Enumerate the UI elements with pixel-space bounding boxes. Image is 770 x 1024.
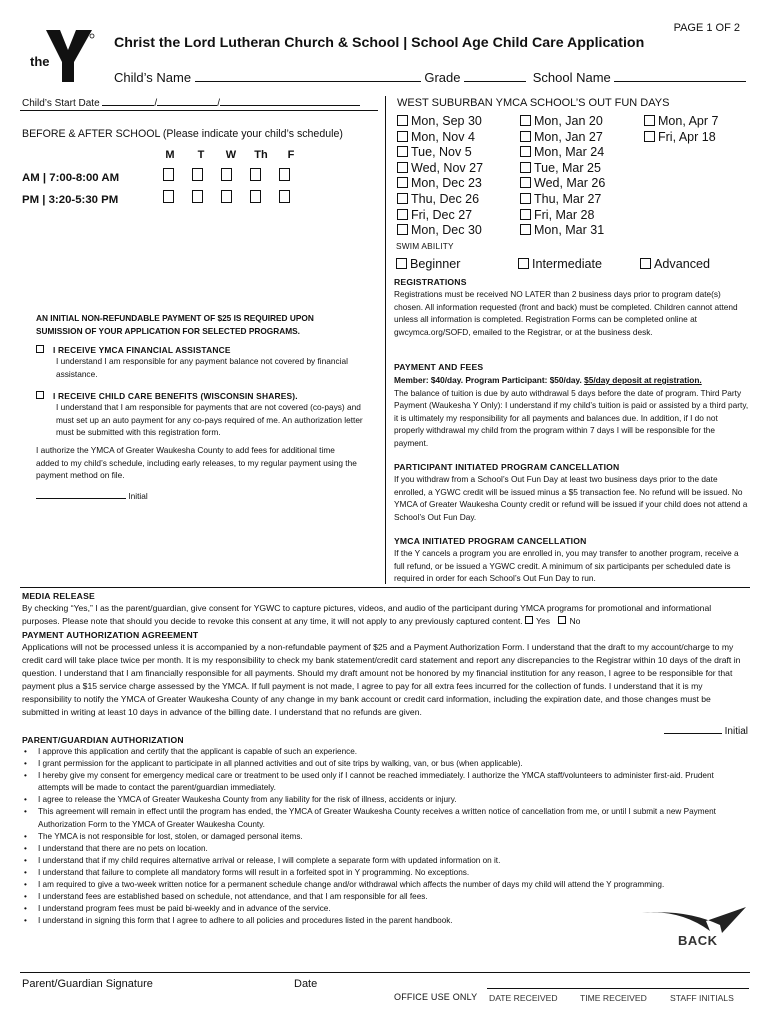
guardian-auth-item: • I understand fees are established based on schedule, not attendance, and that I am responsible for all fees. xyxy=(22,891,722,903)
guardian-auth-title: PARENT/GUARDIAN AUTHORIZATION xyxy=(22,735,184,745)
media-yes-option[interactable] xyxy=(525,616,550,626)
form-title: Christ the Lord Lutheran Church & School | School Age Child Care Application xyxy=(114,35,645,51)
fun-day-option[interactable] xyxy=(520,130,605,146)
pm-checkbox-th[interactable] xyxy=(250,190,261,203)
start-date-month-field[interactable] xyxy=(102,97,154,106)
fun-day-label: Mon, Dec 30 xyxy=(411,223,482,238)
fun-day-checkbox[interactable] xyxy=(644,115,655,126)
back-label: BACK xyxy=(678,933,718,948)
swim-checkbox[interactable] xyxy=(518,258,529,269)
registrations-text: Registrations must be received NO LATER than 2 business days prior to program date(s) chosen. All information requested (front and back) must be completed. Children cannot attend unless all information is completed. Registration Forms can be completed online at gwcymca.org/SOFD, emailed to the Registrar, or at the business desk. xyxy=(394,289,738,337)
fun-day-checkbox[interactable] xyxy=(397,115,408,126)
fun-day-checkbox[interactable] xyxy=(397,146,408,157)
swim-ability-title: SWIM ABILITY xyxy=(396,241,454,251)
fun-day-option[interactable] xyxy=(520,223,605,239)
child-info-row xyxy=(114,70,746,85)
fun-day-option[interactable] xyxy=(520,114,605,130)
time-received-label: TIME RECEIVED xyxy=(580,993,647,1003)
payment-notice: AN INITIAL NON-REFUNDABLE PAYMENT OF $25 IS REQUIRED UPON SUMISSION OF YOUR APPLICATION FOR SELECTED PROGRAMS. xyxy=(36,313,314,336)
fun-days-col1 xyxy=(397,114,483,239)
media-release-title: MEDIA RELEASE xyxy=(22,591,95,601)
fun-day-checkbox[interactable] xyxy=(520,193,531,204)
fun-day-label: Mon, Mar 24 xyxy=(534,145,605,160)
grade-label: Grade xyxy=(424,70,461,85)
fun-day-label: Mon, Dec 23 xyxy=(411,176,482,191)
media-no-option[interactable] xyxy=(558,616,580,626)
column-divider xyxy=(385,96,386,584)
fun-day-checkbox[interactable] xyxy=(644,131,655,142)
fun-day-label: Tue, Nov 5 xyxy=(411,145,472,160)
fun-day-label: Mon, Mar 31 xyxy=(534,223,605,238)
child-name-field[interactable] xyxy=(195,71,421,82)
am-checkbox-m[interactable] xyxy=(163,168,174,181)
school-name-field[interactable] xyxy=(614,71,746,82)
swim-option-label: Advanced xyxy=(654,257,711,271)
fun-day-label: Thu, Dec 26 xyxy=(411,191,480,206)
fun-day-option[interactable] xyxy=(397,145,483,161)
authorize-initial-row xyxy=(36,490,148,503)
swim-option-advanced[interactable] xyxy=(640,257,710,271)
fun-day-option[interactable] xyxy=(520,208,605,224)
date-separator: / xyxy=(154,98,158,109)
financial-assistance-block xyxy=(36,345,366,380)
guardian-auth-item: • I hereby give my consent for emergency medical care or treatment to be used only if I cannot be reached immediately. I authorize the YMCA staff/volunteers to administer first-aid. Prudent attempts will be made to contact the parent/guardian immediately. xyxy=(22,770,722,794)
fun-day-option[interactable] xyxy=(397,176,483,192)
am-row xyxy=(22,168,290,184)
child-care-benefits-checkbox[interactable] xyxy=(36,391,44,399)
am-checkbox-th[interactable] xyxy=(250,168,261,181)
schedule-days-header xyxy=(154,149,306,161)
fun-day-checkbox[interactable] xyxy=(520,131,531,142)
swim-options-row xyxy=(396,257,710,271)
payment-auth-section xyxy=(22,629,748,718)
fun-day-option[interactable] xyxy=(397,208,483,224)
before-after-heading: BEFORE & AFTER SCHOOL (Please indicate your child’s schedule) xyxy=(22,128,343,140)
swim-option-intermediate[interactable] xyxy=(518,257,640,271)
logo-the-text: the xyxy=(30,54,50,69)
fun-day-option[interactable] xyxy=(397,223,483,239)
fun-day-checkbox[interactable] xyxy=(397,209,408,220)
day-label: F xyxy=(287,149,295,161)
date-received-label: DATE RECEIVED xyxy=(489,993,558,1003)
financial-assistance-checkbox[interactable] xyxy=(36,345,44,353)
payment-title: PAYMENT AND FEES xyxy=(394,362,484,372)
fun-day-option[interactable] xyxy=(397,161,483,177)
media-no-checkbox[interactable] xyxy=(558,616,566,624)
payment-section xyxy=(394,361,750,450)
fun-day-label: Mon, Jan 20 xyxy=(534,114,603,128)
participant-cancel-text: If you withdraw from a School’s Out Fun Day at least two business days prior to the date enrolled, a YGWC credit will be issued minus a $5 transaction fee. No refund will be issued. No YMCA of Greater Waukesha County credit or refund will be issued if your child does not attend a School’s Out Fun Day. xyxy=(394,474,748,522)
pm-checkbox-f[interactable] xyxy=(279,190,290,203)
pm-checkbox-t[interactable] xyxy=(192,190,203,203)
fun-day-option[interactable] xyxy=(397,114,483,130)
fun-day-checkbox[interactable] xyxy=(397,162,408,173)
date-separator: / xyxy=(217,98,220,109)
authorize-initial-field[interactable] xyxy=(36,491,126,499)
swim-option-label: Beginner xyxy=(410,257,461,271)
fun-day-label: Wed, Nov 27 xyxy=(411,160,484,175)
pm-label: PM | 3:20-5:30 PM xyxy=(22,194,119,206)
day-label: Th xyxy=(254,149,268,161)
payment-fees-line: Member: $40/day. Program Participant: $50/day. xyxy=(394,375,582,385)
child-care-benefits-text: I understand that I am responsible for payments that are not covered (co-pays) and must set up an auto payment for any co-pays required of me. An authorization letter must be submitted with this registration form. xyxy=(56,402,363,438)
fun-day-checkbox[interactable] xyxy=(397,177,408,188)
ymca-cancel-section xyxy=(394,535,750,585)
fun-day-option[interactable] xyxy=(520,161,605,177)
fun-day-option[interactable] xyxy=(397,130,483,146)
fun-day-label: Mon, Apr 7 xyxy=(658,114,719,128)
am-checkbox-f[interactable] xyxy=(279,168,290,181)
office-use-line xyxy=(487,988,749,989)
guardian-auth-item: • I understand in signing this form that I agree to adhere to all policies and procedures listed in the parent handbook. xyxy=(22,915,722,927)
fun-day-option[interactable] xyxy=(520,192,605,208)
page-indicator: PAGE 1 OF 2 xyxy=(673,22,740,34)
logo-ymca-text: YMCA xyxy=(80,61,93,77)
guardian-auth-section xyxy=(22,734,722,927)
date-label: Date xyxy=(294,978,318,990)
am-checkbox-w[interactable] xyxy=(221,168,232,181)
day-label: M xyxy=(165,149,175,161)
pm-row xyxy=(22,190,290,206)
fun-day-checkbox[interactable] xyxy=(397,131,408,142)
ymca-cancel-title: YMCA INITIATED PROGRAM CANCELLATION xyxy=(394,536,587,546)
guardian-auth-item: • I agree to release the YMCA of Greater Waukesha County from any liability for the risk of illness, accidents or injury. xyxy=(22,794,722,806)
swim-option-label: Intermediate xyxy=(532,257,603,271)
financial-assistance-text: I understand I am responsible for any payment balance not covered by financial assistance. xyxy=(56,356,348,379)
fun-day-option[interactable] xyxy=(520,145,605,161)
payment-deposit: $5/day deposit at registration. xyxy=(584,375,702,385)
media-yes-checkbox[interactable] xyxy=(525,616,533,624)
guardian-auth-item: • I understand that failure to complete all mandatory forms will result in a forfeited spot in Y programming. No exceptions. xyxy=(22,867,722,879)
guardian-auth-item: • I understand that there are no pets on location. xyxy=(22,843,722,855)
back-arrow-icon xyxy=(640,903,750,937)
guardian-auth-item: • I understand that if my child requires alternative arrival or release, I will complete a separate form with updated information on it. xyxy=(22,855,722,867)
guardian-auth-list xyxy=(22,746,722,927)
fun-day-label: Fri, Apr 18 xyxy=(658,129,716,144)
media-release-section xyxy=(22,591,748,627)
fun-day-label: Tue, Mar 25 xyxy=(534,160,601,175)
office-use-label: OFFICE USE ONLY xyxy=(394,992,478,1002)
payment-auth-text: Applications will not be processed unless it is accompanied by a non-refundable payment of $25 and a Payment Authorization Form. I understand that the draft to my account/charge to my credit card will take place twice per month. It is my responsibility to check my bank statement/credit card statement and report any discrepancies to the Registrar within 10 days of the draft in question. I understand that I am financially responsible for all payments. Should my draft amount not be honored by my financial institution for any reason, I agree to be responsible for that payment plus a $15 service charge assessed by the YMCA. If full payment is not made, I agree to pay for all extra fees incurred for the collection of funds. I understand that it is my responsibility to notify the YMCA of Greater Waukesha County of any change in my bank account or credit card information, including the expiration date, and those changes must be submitted in writing at least 10 days in advance of the billing date. I understand that no refunds are given. xyxy=(22,642,741,717)
authorize-text: I authorize the YMCA of Greater Waukesha County to add fees for additional time added to my child’s schedule, including early releases, to my regular payment using the payment method on file. xyxy=(36,445,357,481)
payment-auth-title: PAYMENT AUTHORIZATION AGREEMENT xyxy=(22,630,199,640)
fun-day-checkbox[interactable] xyxy=(520,162,531,173)
fun-days-col3 xyxy=(644,114,718,145)
signature-line[interactable] xyxy=(20,972,750,973)
start-date-row xyxy=(22,97,360,109)
fun-day-label: Mon, Sep 30 xyxy=(411,114,482,128)
guardian-auth-item: • The YMCA is not responsible for lost, stolen, or damaged personal items. xyxy=(22,831,722,843)
school-name-label: School Name xyxy=(532,70,611,85)
fun-day-checkbox[interactable] xyxy=(397,193,408,204)
child-care-benefits-block xyxy=(36,391,366,439)
pm-checkbox-m[interactable] xyxy=(163,190,174,203)
fun-day-option[interactable] xyxy=(644,114,718,130)
payment-auth-initial-label: Initial xyxy=(724,726,748,737)
payment-auth-initial-field[interactable] xyxy=(664,725,722,734)
guardian-auth-item: • This agreement will remain in effect until the program has ended, the YMCA of Greater Waukesha County receives a written notice of cancellation from me, or until I submit a new Payment Authorization Form to the YMCA of Greater Waukesha County. xyxy=(22,806,722,830)
initial-label: Initial xyxy=(128,491,148,501)
fun-day-label: Mon, Jan 27 xyxy=(534,129,603,144)
fun-days-col2 xyxy=(520,114,605,239)
guardian-auth-item: • I understand program fees must be paid bi-weekly and in advance of the service. xyxy=(22,903,722,915)
registrations-section xyxy=(394,276,750,338)
am-checkbox-t[interactable] xyxy=(192,168,203,181)
swim-checkbox[interactable] xyxy=(396,258,407,269)
fun-day-label: Fri, Mar 28 xyxy=(534,207,595,222)
media-no-label: No xyxy=(569,615,581,626)
start-date-day-field[interactable] xyxy=(157,97,217,106)
swim-checkbox[interactable] xyxy=(640,258,651,269)
child-name-label: Child’s Name xyxy=(114,70,192,85)
fun-day-label: Wed, Mar 26 xyxy=(534,176,606,191)
fun-day-checkbox[interactable] xyxy=(520,224,531,235)
pm-checkbox-w[interactable] xyxy=(221,190,232,203)
swim-option-beginner[interactable] xyxy=(396,257,518,271)
day-label: W xyxy=(225,149,237,161)
registrations-title: REGISTRATIONS xyxy=(394,277,467,287)
financial-assistance-label: I RECEIVE YMCA FINANCIAL ASSISTANCE xyxy=(53,345,231,355)
fun-day-label: Mon, Nov 4 xyxy=(411,129,475,144)
section-divider xyxy=(20,587,750,588)
participant-cancel-section xyxy=(394,461,750,523)
guardian-auth-item: • I approve this application and certify that the applicant is capable of such an experience. xyxy=(22,746,722,758)
fun-day-option[interactable] xyxy=(520,176,605,192)
guardian-auth-item: • I grant permission for the applicant to participate in all planned activities and out of site trips by walking, van, or bus (when applicable). xyxy=(22,758,722,770)
fun-day-option[interactable] xyxy=(644,130,718,146)
fun-day-checkbox[interactable] xyxy=(520,209,531,220)
start-date-divider xyxy=(20,110,378,111)
fun-day-checkbox[interactable] xyxy=(397,224,408,235)
fun-day-label: Thu, Mar 27 xyxy=(534,191,602,206)
am-label: AM | 7:00-8:00 AM xyxy=(22,172,120,184)
fun-day-checkbox[interactable] xyxy=(520,177,531,188)
signature-label: Parent/Guardian Signature xyxy=(22,978,153,990)
fun-day-label: Fri, Dec 27 xyxy=(411,207,473,222)
participant-cancel-title: PARTICIPANT INITIATED PROGRAM CANCELLATION xyxy=(394,462,620,472)
day-label: T xyxy=(197,149,205,161)
media-release-text: By checking “Yes,” I as the parent/guardian, give consent for YGWC to capture pictures, videos, and audio of the participant during YMCA programs for promotional and informational purposes. Please note that should you decide to revoke this consent at any time, it will not apply to any previously captured content. xyxy=(22,603,712,626)
ymca-cancel-text: If the Y cancels a program you are enrolled in, you may transfer to another program, receive a full refund, or be issued a YGWC credit. A minimum of six participants per scheduled date is required in order for each School’s Out Fun Day to run. xyxy=(394,548,739,584)
payment-text: The balance of tuition is due by auto withdrawal 5 days before the date of program. Third Party Payment (Waukesha Y Only): I understand if my child’s tuition is paid or assisted by a third party, it is ultimately my responsibility for all payments and balances due. In addition, if I do not properly withdrawal my child from the program within 7 days I will be responsible for the payment. xyxy=(394,387,749,448)
ymca-logo xyxy=(26,28,98,84)
media-yes-label: Yes xyxy=(536,615,551,626)
guardian-auth-item: • I am required to give a two-week written notice for a permanent schedule change and/or withdrawal which affects the number of days my child will attend the Y programming. xyxy=(22,879,722,891)
start-date-label: Child’s Start Date xyxy=(22,98,100,109)
fun-days-title: WEST SUBURBAN YMCA SCHOOL’S OUT FUN DAYS xyxy=(397,97,670,109)
back-indicator xyxy=(640,903,750,953)
start-date-year-field[interactable] xyxy=(220,97,360,106)
fun-day-option[interactable] xyxy=(397,192,483,208)
fun-day-checkbox[interactable] xyxy=(520,115,531,126)
staff-initials-label: STAFF INITIALS xyxy=(670,993,734,1003)
child-care-benefits-label: I RECEIVE CHILD CARE BENEFITS (WISCONSIN SHARES). xyxy=(53,391,298,401)
grade-field[interactable] xyxy=(464,71,526,82)
fun-day-checkbox[interactable] xyxy=(520,146,531,157)
